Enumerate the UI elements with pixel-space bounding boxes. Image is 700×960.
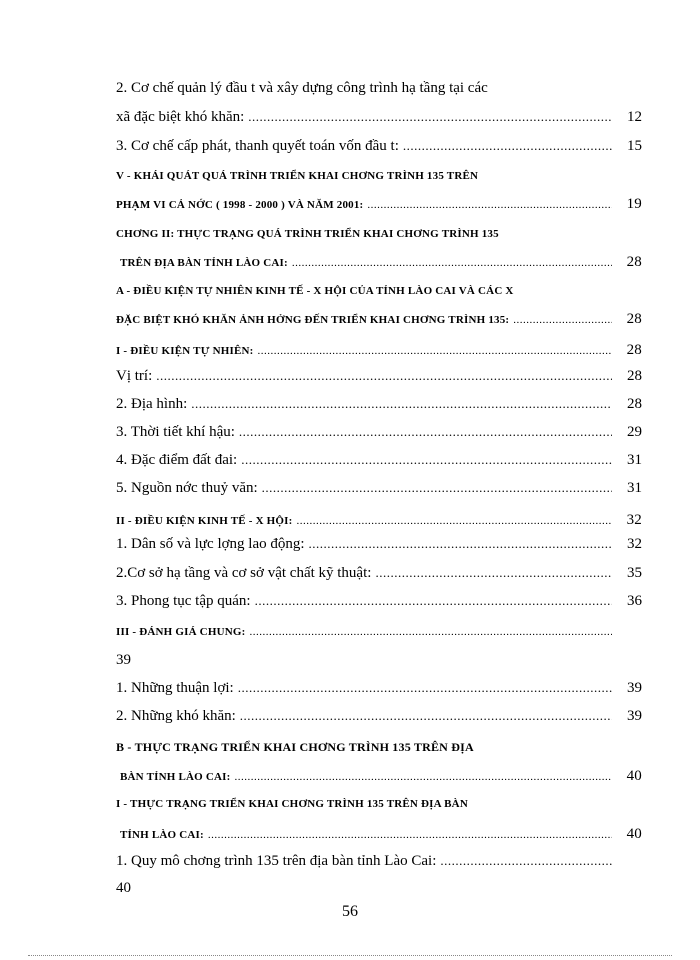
toc-entry (116, 196, 642, 213)
dot-leader (238, 680, 612, 696)
toc-entry-title: 2. Những khó khăn: (116, 708, 236, 724)
dot-leader (208, 829, 612, 841)
toc-page-number: 28 (626, 311, 642, 327)
toc-entry-title: 1. Những thuận lợi: (116, 680, 234, 696)
toc-page-number: 32 (626, 512, 642, 528)
toc-page-number: 28 (627, 396, 642, 412)
toc-entry (120, 768, 642, 785)
toc-page-number: 36 (627, 593, 642, 609)
toc-entry-title: II - ĐIỀU KIỆN KINH TẾ - X HỘI: (116, 515, 293, 527)
toc-entry-title: BÀN TỈNH LÀO CAI: (120, 771, 231, 783)
toc-page-number: 40 (626, 826, 642, 842)
toc-entry-title: 3. Thời tiết khí hậu: (116, 424, 235, 440)
toc-entry-title: 2.Cơ sở hạ tầng và cơ sở vật chất kỹ thuật: (116, 565, 372, 581)
toc-entry (116, 311, 642, 328)
toc-section-heading: A - ĐIỀU KIỆN TỰ NHIÊN KINH TẾ - X HỘI CỦA TỈNH LÀO CAI VÀ CÁC X (116, 285, 514, 297)
toc-page-number: 39 (627, 708, 642, 724)
toc-entry (116, 512, 642, 529)
toc-entry (116, 396, 642, 413)
toc-entry-title: 1. Quy mô chơng trình 135 trên địa bàn tỉnh Lào Cai: (116, 853, 437, 869)
dot-leader (240, 708, 612, 724)
toc-entry-title: 3. Phong tục tập quán: (116, 593, 251, 609)
toc-entry-title: 3. Cơ chế cấp phát, thanh quyết toán vốn đầu t: (116, 138, 399, 154)
dot-leader (375, 565, 612, 581)
toc-page-number: 40 (626, 768, 642, 784)
dot-leader (239, 424, 612, 440)
toc-page-number: 39 (627, 680, 642, 696)
toc-page-number: 15 (627, 138, 642, 154)
toc-entry (116, 593, 642, 610)
toc-entry (116, 565, 642, 582)
dot-leader (249, 626, 612, 638)
dot-leader (191, 396, 612, 412)
dot-leader (262, 480, 612, 496)
toc-entry-title: 4. Đặc điểm đất đai: (116, 452, 238, 468)
toc-entry (116, 480, 642, 497)
toc-entry-title: 5. Nguồn nớc thuỷ văn: (116, 480, 258, 496)
toc-section-heading: I - THỰC TRẠNG TRIỂN KHAI CHƠNG TRÌNH 135 TRÊN ĐỊA BÀN (116, 798, 468, 810)
dot-leader (248, 109, 612, 125)
toc-section-heading: B - THỰC TRẠNG TRIỂN KHAI CHƠNG TRÌNH 135 TRÊN ĐỊA (116, 740, 474, 754)
toc-entry (116, 452, 642, 469)
page-number-footer: 56 (342, 903, 358, 920)
toc-entry (116, 342, 642, 359)
dot-leader (255, 593, 612, 609)
toc-entry-title: 1. Dân số và lực lợng lao động: (116, 536, 305, 552)
toc-entry (116, 626, 616, 638)
dot-leader (234, 771, 612, 783)
toc-entry-title: 2. Địa hình: (116, 396, 188, 412)
dot-leader (513, 314, 612, 326)
toc-entry-title: I - ĐIỀU KIỆN TỰ NHIÊN: (116, 345, 254, 357)
dot-leader (297, 515, 612, 527)
toc-page-number: 31 (627, 480, 642, 496)
toc-entry-title: ĐẶC BIỆT KHÓ KHĂN ẢNH HỞNG ĐẾN TRIỂN KHAI CHƠNG TRÌNH 135: (116, 314, 510, 326)
toc-page-number: 40 (116, 880, 131, 896)
toc-entry (120, 826, 642, 843)
toc-entry (116, 853, 616, 870)
dot-leader (367, 199, 612, 211)
toc-entry-title: III - ĐÁNH GIÁ CHUNG: (116, 626, 246, 638)
toc-chapter-heading: CHƠNG II: THỰC TRẠNG QUÁ TRÌNH TRIỂN KHAI CHƠNG TRÌNH 135 (116, 228, 499, 240)
toc-entry-title: PHẠM VI CẢ NỚC ( 1998 - 2000 ) VÀ NĂM 2001: (116, 199, 364, 211)
toc-entry-title: xã đặc biệt khó khăn: (116, 109, 245, 125)
toc-entry (116, 368, 642, 385)
dot-leader (403, 138, 612, 154)
toc-page-number: 35 (627, 565, 642, 581)
toc-entry (116, 109, 642, 126)
toc-entry (116, 424, 642, 441)
toc-page-number: 39 (116, 652, 131, 668)
toc-page-number: 31 (627, 452, 642, 468)
toc-entry: 2. Cơ chế quản lý đầu t và xây dựng công trình hạ tầng tại các (116, 80, 488, 96)
toc-page-number: 12 (627, 109, 642, 125)
toc-entry (116, 708, 642, 725)
toc-page-number: 29 (627, 424, 642, 440)
toc-entry-title: TỈNH LÀO CAI: (120, 829, 204, 841)
toc-page-number: 32 (627, 536, 642, 552)
toc-section-heading: V - KHÁI QUÁT QUÁ TRÌNH TRIỂN KHAI CHƠNG TRÌNH 135 TRÊN (116, 170, 479, 182)
toc-page-number: 28 (626, 254, 642, 270)
dot-leader (156, 368, 612, 384)
dot-leader (440, 853, 612, 869)
toc-page-number: 19 (626, 196, 642, 212)
toc-page-number: 28 (627, 368, 642, 384)
toc-entry-title: TRÊN ĐỊA BÀN TỈNH LÀO CAI: (120, 257, 288, 269)
toc-entry-title: Vị trí: (116, 368, 153, 384)
page-bottom-rule (28, 955, 672, 956)
dot-leader (241, 452, 612, 468)
toc-entry (120, 254, 642, 271)
dot-leader (292, 257, 612, 269)
dot-leader (258, 345, 612, 357)
toc-entry (116, 680, 642, 697)
toc-entry (116, 138, 642, 155)
toc-page-number: 28 (626, 342, 642, 358)
toc-entry (116, 536, 642, 553)
dot-leader (309, 536, 612, 552)
